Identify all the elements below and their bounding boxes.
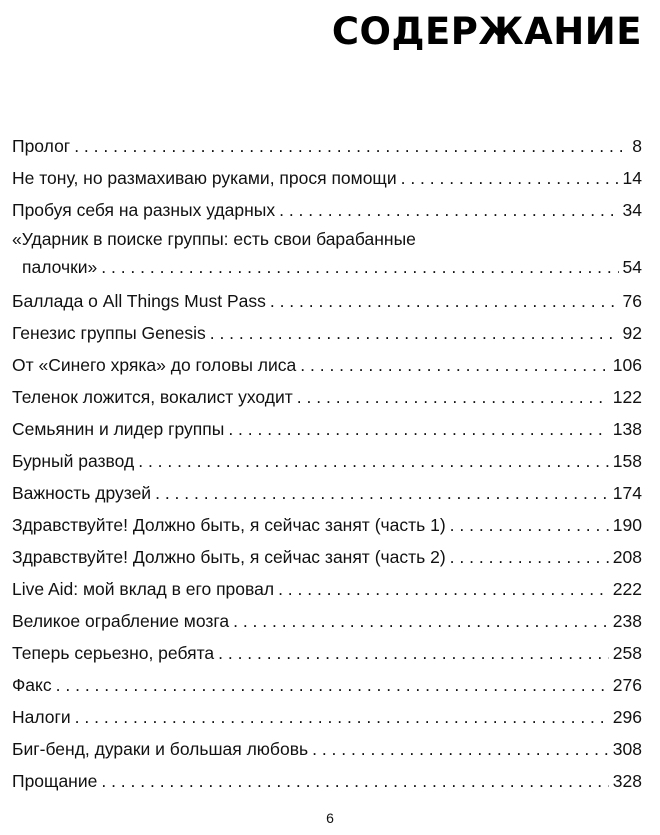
toc-entry-page: 238 <box>612 611 642 631</box>
dot-leader <box>101 765 608 797</box>
dot-leader <box>233 605 609 637</box>
toc-entry-title: Великое ограбление мозга <box>12 611 230 631</box>
toc-entry <box>12 509 642 541</box>
toc-entry <box>12 381 642 413</box>
toc-entry-title: Налоги <box>12 707 71 727</box>
toc-entry <box>12 573 642 605</box>
toc-entry-title: Генезис группы Genesis <box>12 323 206 343</box>
toc-entry-page: 222 <box>612 579 642 599</box>
toc-entry-page: 296 <box>612 707 642 727</box>
dot-leader <box>56 669 609 701</box>
toc-entry-title: Баллада о All Things Must Pass <box>12 291 266 311</box>
dot-leader <box>300 349 609 381</box>
toc-entry-title: Пролог <box>12 136 71 156</box>
toc-entry-second-line <box>12 253 642 281</box>
toc-entry-page: 174 <box>612 483 642 503</box>
dot-leader <box>450 541 609 573</box>
toc-entry-title: Биг-бенд, дураки и большая любовь <box>12 739 309 759</box>
toc-entry-title: Бурный развод <box>12 451 135 471</box>
toc-entry-title: Прощание <box>12 771 98 791</box>
toc-entry <box>12 733 642 765</box>
toc-entry-title-line2: палочки» <box>22 257 98 277</box>
toc-entry-title-line1: «Ударник в поиске группы: есть свои барабанные <box>12 229 416 249</box>
toc-entry <box>12 605 642 637</box>
page-title: СОДЕРЖАНИЕ <box>331 10 642 53</box>
toc-entry <box>12 162 642 194</box>
toc-entry <box>12 669 642 701</box>
dot-leader <box>138 445 609 477</box>
toc-entry-title: Не тону, но размахиваю руками, прося помощи <box>12 168 397 188</box>
toc-entry <box>12 413 642 445</box>
toc-entry-page: 190 <box>612 515 642 535</box>
toc-entry-page: 122 <box>612 387 642 407</box>
dot-leader <box>279 194 618 226</box>
toc-entry <box>12 765 642 797</box>
dot-leader <box>155 477 609 509</box>
toc-entry <box>12 194 642 226</box>
dot-leader <box>297 381 609 413</box>
toc-entry-page: 328 <box>612 771 642 791</box>
toc-entry <box>12 541 642 573</box>
toc-entry-page: 308 <box>612 739 642 759</box>
dot-leader <box>74 130 628 162</box>
dot-leader <box>75 701 609 733</box>
toc-entry <box>12 130 642 162</box>
toc-entry-title: Важность друзей <box>12 483 152 503</box>
dot-leader <box>218 637 609 669</box>
toc-entry-page: 208 <box>612 547 642 567</box>
toc-entry-page: 8 <box>632 136 642 156</box>
toc-entry-page: 54 <box>622 257 642 277</box>
toc-entry <box>12 637 642 669</box>
toc-entry-title: Здравствуйте! Должно быть, я сейчас занят (часть 1) <box>12 515 446 535</box>
toc-entry-page: 92 <box>622 323 642 343</box>
dot-leader <box>312 733 609 765</box>
table-of-contents <box>12 130 642 797</box>
dot-leader <box>101 253 618 281</box>
toc-entry-title: Семьянин и лидер группы <box>12 419 225 439</box>
toc-entry <box>12 701 642 733</box>
toc-entry-title: От «Синего хряка» до головы лиса <box>12 355 297 375</box>
toc-entry-page: 14 <box>622 168 642 188</box>
toc-entry <box>12 349 642 381</box>
dot-leader <box>450 509 609 541</box>
toc-entry-page: 138 <box>612 419 642 439</box>
toc-entry-title: Здравствуйте! Должно быть, я сейчас занят (часть 2) <box>12 547 446 567</box>
toc-entry-page: 158 <box>612 451 642 471</box>
toc-entry-page: 276 <box>612 675 642 695</box>
toc-entry-title: Пробуя себя на разных ударных <box>12 200 276 220</box>
dot-leader <box>228 413 608 445</box>
dot-leader <box>210 317 619 349</box>
toc-entry <box>12 285 642 317</box>
toc-entry <box>12 477 642 509</box>
toc-entry <box>12 445 642 477</box>
toc-entry-title: Live Aid: мой вклад в его провал <box>12 579 275 599</box>
dot-leader <box>270 285 619 317</box>
toc-entry <box>12 317 642 349</box>
dot-leader <box>278 573 609 605</box>
page-number: 6 <box>326 810 334 826</box>
toc-entry-title: Теленок ложится, вокалист уходит <box>12 387 293 407</box>
toc-entry-page: 76 <box>622 291 642 311</box>
toc-entry-title: Теперь серьезно, ребята <box>12 643 215 663</box>
toc-entry-page: 258 <box>612 643 642 663</box>
toc-entry-title: Факс <box>12 675 52 695</box>
dot-leader <box>401 162 619 194</box>
toc-entry-page: 34 <box>622 200 642 220</box>
toc-entry-page: 106 <box>612 355 642 375</box>
toc-entry <box>12 226 642 285</box>
